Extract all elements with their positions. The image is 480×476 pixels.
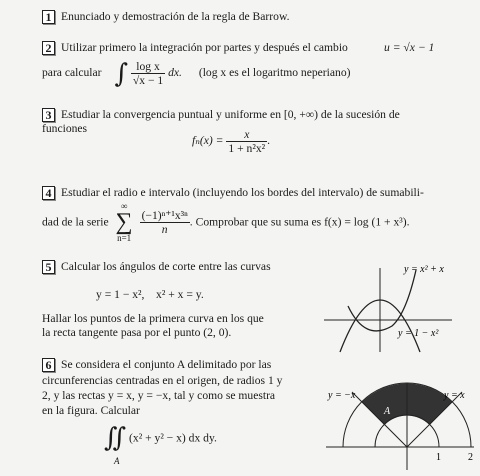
problem-5-line1	[42, 260, 271, 274]
problem-text: Utilizar primero la integración por partes y después el cambio	[61, 41, 348, 54]
problem-6-line2: circunferencias centradas en el origen, de radios 1 y	[42, 374, 283, 387]
problem-2-line2	[42, 60, 350, 87]
series-tail: . Comprobar que su suma es f(x) = log (1 + x³).	[189, 215, 410, 229]
problem-6-line4: en la figura. Calcular	[42, 404, 140, 417]
period: .	[267, 134, 271, 148]
fraction-numerator: (−1)ⁿ⁺¹x³ⁿ	[141, 209, 188, 222]
tick-label-2: 2	[468, 452, 473, 463]
problem-number: 3	[42, 108, 55, 122]
figure-annulus-region	[322, 380, 480, 476]
problem-6-line3: 2, y las rectas y = x, y = −x, tal y como se muestra	[42, 389, 276, 402]
note: (log x es el logaritmo neperiano)	[198, 66, 351, 80]
sequence-formula	[192, 128, 270, 155]
label-y-x: y = x	[444, 390, 465, 401]
problem-text: Enunciado y demostración de la regla de Barrow.	[61, 10, 290, 23]
series-term	[140, 208, 190, 236]
problem-text: Estudiar el radio e intervalo (incluyendo los bordes del intervalo) de sumabili-	[61, 186, 424, 199]
problem-5-line3: Hallar los puntos de la primera curva en los que	[42, 312, 264, 325]
sum-lower-limit: n=1	[117, 233, 132, 243]
fraction-numerator: x	[226, 128, 267, 142]
formula-lhs: fₙ(x) =	[192, 134, 224, 148]
problem-number: 5	[42, 260, 55, 274]
differential: dx.	[168, 66, 182, 80]
fraction-denominator: √x − 1	[132, 74, 164, 87]
problem-text: Calcular los ángulos de corte entre las curvas	[61, 260, 271, 273]
label-A: A	[384, 406, 391, 417]
problem-2-line1	[42, 41, 348, 55]
problem-text: Se considera el conjunto A delimitado por las	[61, 358, 272, 371]
change-of-variable: u = √x − 1	[384, 41, 435, 54]
problem-number: 2	[42, 41, 55, 55]
integral-sign: ∫	[114, 58, 128, 89]
sum-upper-limit: ∞	[120, 201, 128, 211]
fraction-denominator: n	[161, 223, 168, 236]
figure-curves	[320, 256, 480, 356]
curve-label-bottom: y = 1 − x²	[398, 328, 439, 339]
fraction-denominator: 1 + n²x²	[228, 142, 266, 155]
tick-label-1: 1	[436, 452, 441, 463]
problem-number: 4	[42, 186, 55, 200]
formula-fraction	[226, 128, 267, 155]
problem-number: 1	[42, 10, 55, 24]
curve-label-top: y = x² + x	[404, 264, 444, 275]
problem-1	[42, 10, 289, 24]
problem-4-line1	[42, 186, 424, 200]
sum-symbol	[116, 200, 133, 244]
problem-3-line1	[42, 108, 400, 122]
problem-text: Estudiar la convergencia puntual y uniforme en [0, +∞) de la sucesión de	[61, 108, 400, 121]
problem-4-line2	[42, 200, 410, 244]
series-intro: dad de la serie	[42, 215, 109, 229]
integrand: (x² + y² − x) dx dy.	[129, 431, 217, 445]
fraction-numerator: log x	[131, 60, 165, 74]
curve-equations: y = 1 − x², x² + x = y.	[96, 288, 204, 301]
integration-region: A	[114, 456, 120, 466]
sigma-icon: ∑	[115, 209, 133, 235]
double-integral-sign: ∬	[104, 423, 127, 453]
problem-5-line4: la recta tangente pasa por el punto (2, 0).	[42, 326, 232, 339]
problem-3-line2: funciones	[42, 122, 88, 135]
integrand-fraction	[131, 60, 165, 87]
problem-number: 6	[42, 358, 55, 372]
label-y-neg-x: y = −x	[328, 390, 356, 401]
double-integral	[104, 423, 217, 453]
calc-label: para calcular	[42, 66, 102, 80]
problem-6-line1	[42, 358, 271, 372]
